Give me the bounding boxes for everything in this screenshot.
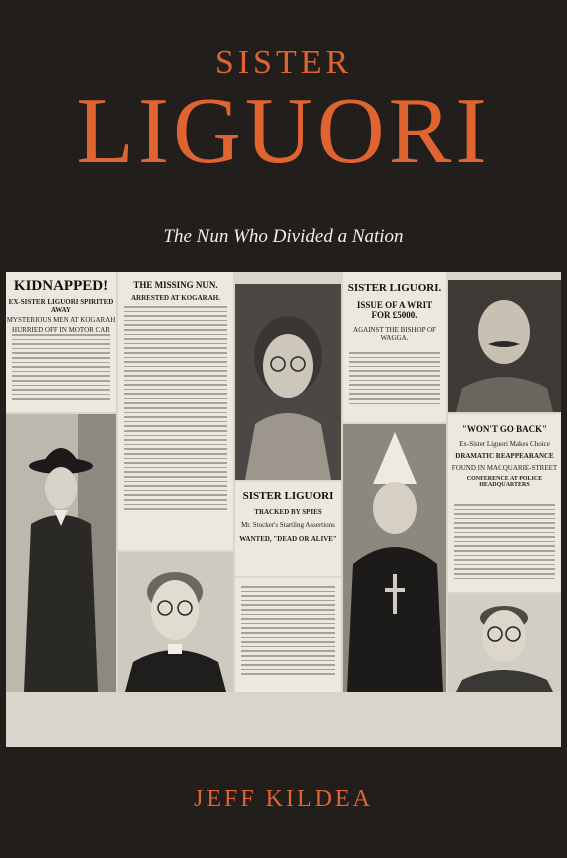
- woman-portrait-illustration: [235, 284, 341, 480]
- title-line-1: SISTER: [214, 44, 353, 81]
- clipping-subhead: Ex-Sister Liguori Makes Choice: [459, 440, 550, 448]
- photo-priest-glasses: [118, 552, 233, 692]
- clipping-headline: SISTER LIGUORI.: [347, 282, 442, 294]
- article-text: [241, 586, 335, 678]
- clipping-subhead: EX-SISTER LIGUORI SPIRITED AWAY: [8, 298, 114, 314]
- moustached-man-illustration: [448, 280, 561, 412]
- man-in-hat-illustration: [6, 414, 116, 692]
- clipping-subhead: WANTED, "DEAD OR ALIVE": [239, 535, 337, 543]
- author-name: JEFF KILDEA: [193, 786, 373, 812]
- bishop-portrait-illustration: [343, 424, 446, 692]
- article-text: [349, 352, 440, 407]
- photo-man-round-glasses: [448, 594, 561, 692]
- priest-portrait-illustration: [118, 552, 233, 692]
- round-glasses-man-illustration: [448, 594, 561, 692]
- clipping-wont-go-back: [448, 414, 561, 592]
- clipping-headline: KIDNAPPED!: [13, 278, 109, 294]
- clipping-subhead: HURRIED OFF IN MOTOR CAR: [12, 326, 110, 334]
- clipping-subhead: CONFERENCE AT POLICE HEADQUARTERS: [466, 476, 543, 488]
- clipping-subhead: AGAINST THE BISHOP OF WAGGA.: [353, 326, 436, 342]
- clipping-headline: THE MISSING NUN.: [133, 280, 218, 290]
- photo-woman-glasses: [235, 284, 341, 480]
- title-line-2: LIGUORI: [76, 79, 491, 183]
- clipping-headline: "WON'T GO BACK": [461, 424, 548, 434]
- clipping-subhead: MYSTERIOUS MEN AT KOGARAH: [6, 316, 116, 324]
- clipping-subhead: FOUND IN MACQUARIE-STREET: [451, 464, 558, 472]
- clipping-tracked-text: [235, 578, 341, 692]
- clipping-kidnapped: [6, 272, 116, 412]
- article-text: [124, 306, 227, 513]
- article-text: [12, 334, 110, 403]
- clipping-missing-nun: [118, 272, 233, 550]
- photo-bishop: [343, 424, 446, 692]
- photo-man-in-hat: [6, 414, 116, 692]
- clipping-subhead: ARRESTED AT KOGARAH.: [130, 294, 220, 302]
- clipping-subhead: Mr. Stocker's Startling Assertions: [241, 521, 335, 529]
- clipping-writ: [343, 272, 446, 422]
- clipping-subhead: ISSUE OF A WRIT FOR £5000.: [356, 300, 433, 320]
- clipping-headline: SISTER LIGUORI: [242, 490, 334, 502]
- clipping-subhead: DRAMATIC REAPPEARANCE: [455, 452, 554, 460]
- photo-moustached-man: [448, 280, 561, 412]
- clipping-subhead: TRACKED BY SPIES: [254, 508, 322, 516]
- subtitle: The Nun Who Divided a Nation: [163, 226, 404, 247]
- clipping-tracked-by-spies: [235, 482, 341, 576]
- newspaper-collage: [6, 272, 561, 747]
- article-text: [454, 504, 555, 582]
